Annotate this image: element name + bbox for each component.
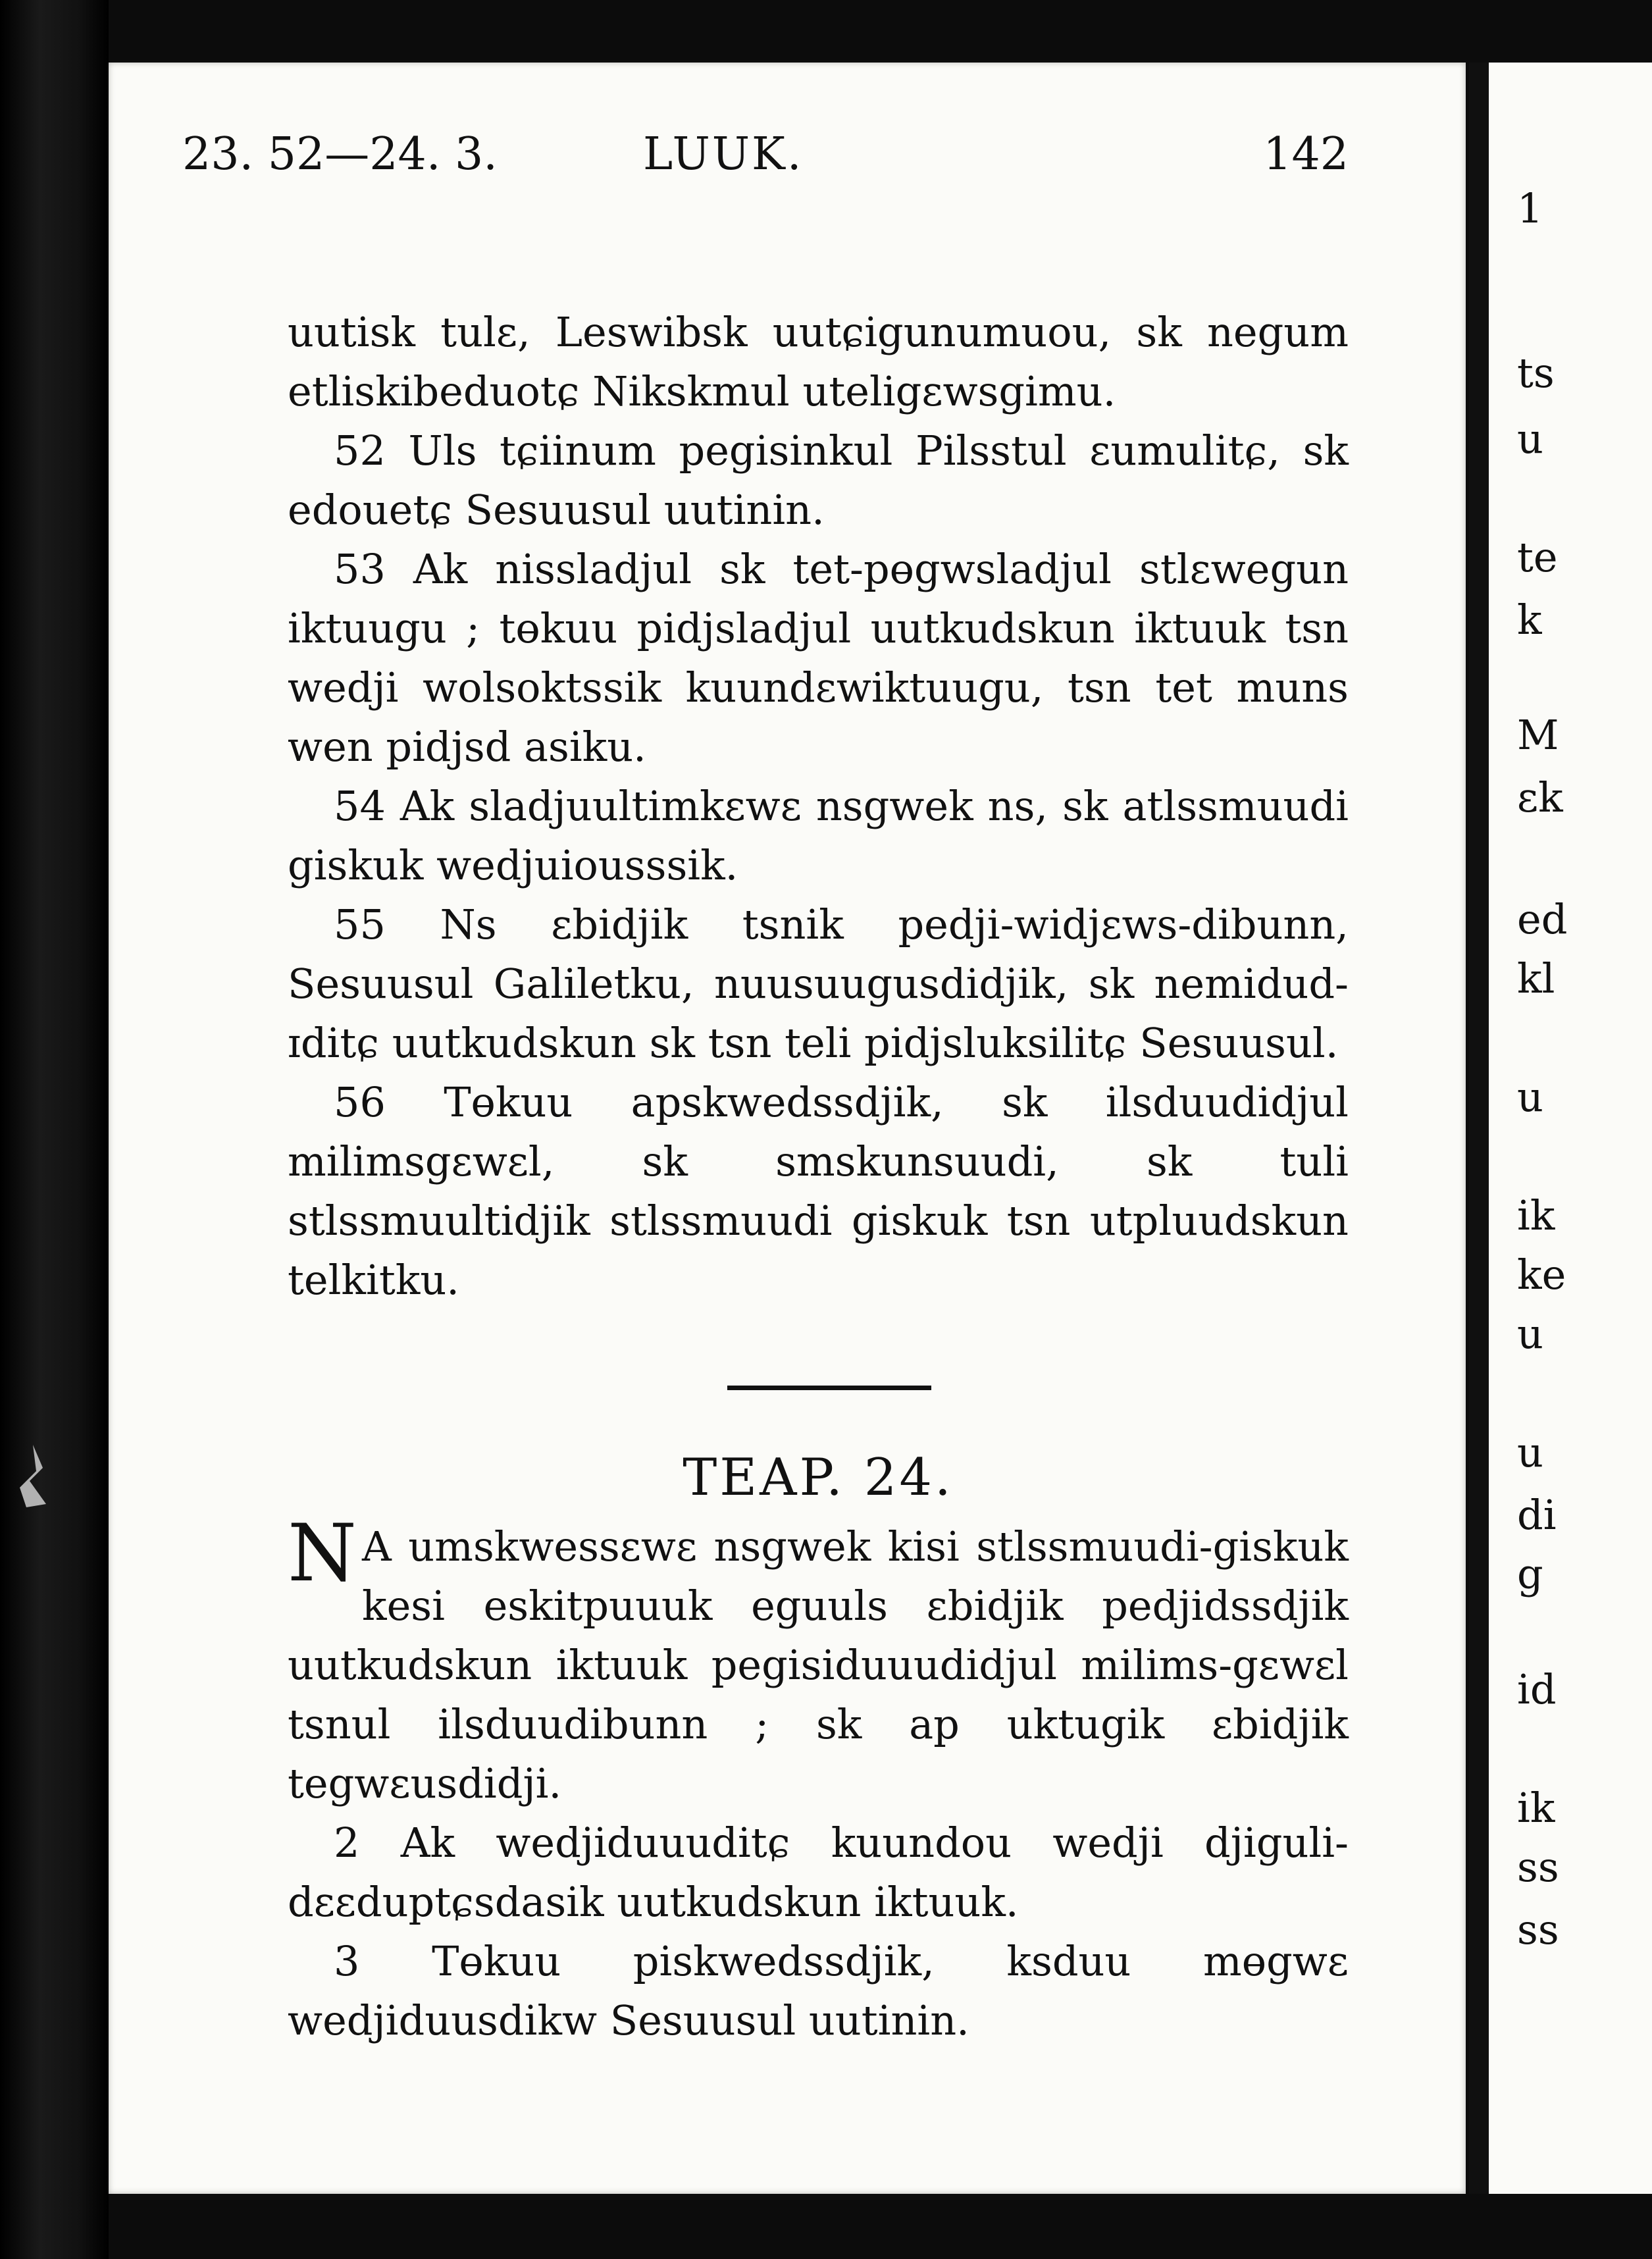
facing-fragment: kl — [1517, 954, 1555, 1002]
facing-fragment: te — [1517, 533, 1558, 581]
binding-clip-icon — [7, 1441, 59, 1514]
facing-fragment: u — [1517, 1428, 1543, 1476]
drop-cap: N — [288, 1508, 357, 1599]
book-title: LUUK. — [643, 128, 804, 180]
facing-fragment: di — [1517, 1491, 1557, 1539]
facing-fragment: 1 — [1517, 184, 1543, 232]
verse-52: 52 Uls tɕiinum pegisinkul Pilsstul ɛumulitɕ, sk edouetɕ Sesuusul uutinin. — [288, 427, 1349, 534]
verse-3: 3 Tɵkuu piskwedssdjik, ksduu mɵgwɛ wedjiduusdikw Sesuusul uutinin. — [288, 1937, 1349, 2044]
paragraph: uutisk tulɛ, Leswibsk uutɕigunumuou, sk negum etliskibeduotɕ Nikskmul uteligɛwsgimu. — [288, 308, 1349, 415]
verse-55: 55 Ns ɛbidjik tsnik pedji-widjɛws-dibunn, Sesuusul Galiletku, nuusuugusdidjik, sk nemidud-ɪditɕ uutkudskun sk tsn teli pidjsluksilitɕ Sesuusul. — [288, 900, 1349, 1067]
page-number: 142 — [1263, 128, 1349, 180]
book-spine-edge — [0, 0, 109, 2259]
facing-fragment: ik — [1517, 1784, 1555, 1832]
facing-fragment: ss — [1517, 1906, 1559, 1954]
facing-fragment: id — [1517, 1665, 1557, 1713]
facing-fragment: u — [1517, 1310, 1543, 1358]
facing-fragment: ik — [1517, 1191, 1555, 1239]
verse-56: 56 Tɵkuu apskwedssdjik, sk ilsduudidjul milimsgɛwɛl, sk smskunsuudi, sk tuli stlssmuultidjik stlssmuudi giskuk tsn utpluudskun telkitku. — [288, 1078, 1349, 1304]
page-gutter — [1469, 63, 1489, 2194]
verse-1-text: A umskwessɛwɛ nsgwek kisi stlssmuudi-giskuk kesi eskitpuuuk eguuls ɛbidjik pedjidssdjik uutkudskun iktuuk pegisiduuudidjul milims-gɛwɛl tsnul ilsduudibunn ; sk ap uktugik ɛbidjik tegwɛusdidji. — [288, 1522, 1349, 1807]
page-body — [288, 303, 1349, 1310]
facing-fragment: ss — [1517, 1843, 1559, 1891]
facing-fragment: ts — [1517, 349, 1555, 397]
verse-range: 23. 52—24. 3. — [182, 128, 498, 180]
facing-page — [1489, 63, 1652, 2194]
verse-54: 54 Ak sladjuultimkɛwɛ nsgwek ns, sk atlssmuudi giskuk wedjuiousssik. — [288, 782, 1349, 889]
facing-fragment: ke — [1517, 1251, 1566, 1299]
facing-fragment: u — [1517, 415, 1543, 463]
running-header — [182, 128, 1349, 201]
facing-fragment: ed — [1517, 895, 1568, 943]
chapter-body — [288, 1508, 1349, 2050]
facing-fragment: M — [1517, 711, 1559, 759]
facing-fragment: k — [1517, 596, 1542, 644]
facing-fragment: u — [1517, 1073, 1543, 1121]
facing-fragment: ɛk — [1517, 773, 1563, 821]
verse-1 — [288, 1508, 1349, 1813]
verse-53: 53 Ak nissladjul sk tet-pɵgwsladjul stlɛwegun iktuugu ; tɵkuu pidjsladjul uutkudskun iktuuk tsn wedji wolsoktssik kuundɛwiktuugu, tsn tet muns wen pidjsd asiku. — [288, 545, 1349, 771]
facing-fragment: g — [1517, 1550, 1543, 1598]
chapter-heading: TEAP. 24. — [683, 1448, 954, 1507]
section-divider — [727, 1386, 931, 1390]
verse-2: 2 Ak wedjiduuuditɕ kuundou wedji djiguli-dɛɛduptɕsdasik uutkudskun iktuuk. — [288, 1819, 1349, 1926]
